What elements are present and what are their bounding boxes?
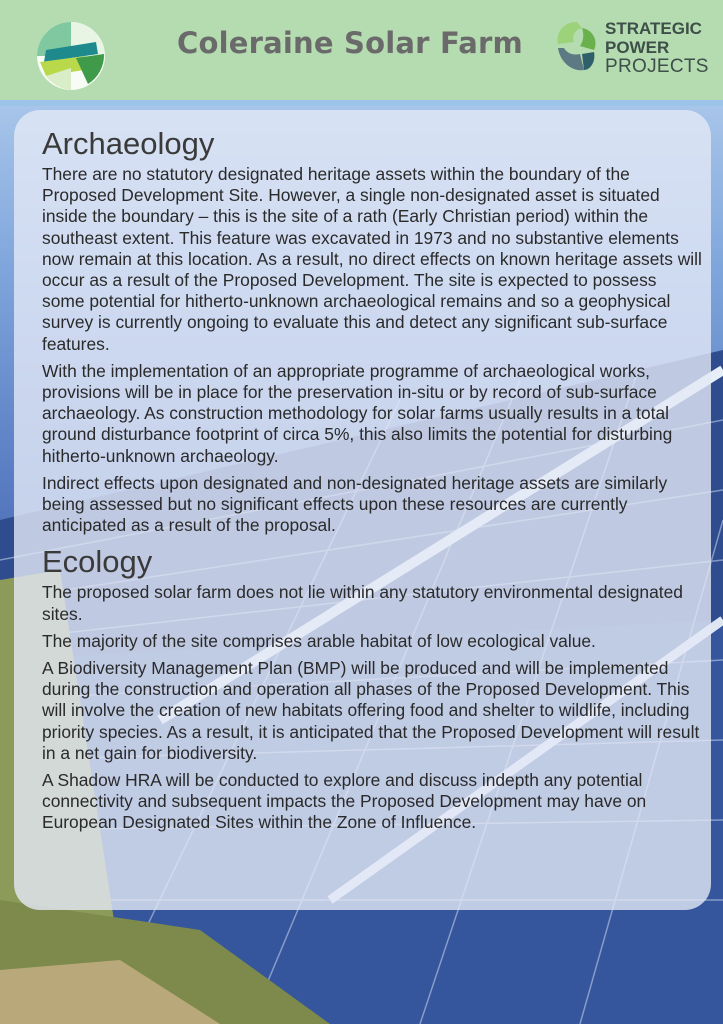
brand-line-strategic: STRATEGIC <box>605 19 702 38</box>
leaf-circle-logo-icon <box>26 6 116 100</box>
archaeology-paragraph-2: With the implementation of an appropriate programme of archaeological works, provisions will be in place for the preservation in-situ or by record of sub-surface archaeology. As construction methodology for solar farms usually results in a total ground disturbance footprint of circa 5%, this also limits the potential for disturbing hitherto-unknown archaeology. <box>42 360 673 466</box>
content-body <box>42 124 702 840</box>
ecology-paragraph-3: A Biodiversity Management Plan (BMP) will be produced and will be implemented during the construction and operation all phases of the Proposed Development. This will involve the creation of new habitats offering food and shelter to wildlife, including priority species. As a result, it is anticipated that the Proposed Development will result in a net gain for biodiversity. <box>42 658 700 763</box>
header-divider <box>0 100 723 106</box>
page-title: Coleraine Solar Farm <box>177 26 523 60</box>
archaeology-paragraph-1: There are no statutory designated heritage assets within the boundary of the Proposed Development Site. However, a single non-designated asset is situated inside the boundary – this is the site of a rath (Early Christian period) within the southeast extent. This feature was excavated in 1973 and no substantive elements now remain at this location. As a result, no direct effects on known heritage assets will occur as a result of the Proposed Development. The site is expected to possess some potential for hitherto-unknown archaeological remains and so a geophysical survey is currently ongoing to evaluate this and detect any significant sub-surface features. <box>42 164 702 354</box>
ecology-paragraph-1: The proposed solar farm does not lie within any statutory environmental designated sites. <box>42 582 683 624</box>
brand-line-power: POWER <box>605 38 670 57</box>
ecology-heading: Ecology <box>42 544 153 580</box>
ecology-paragraph-2: The majority of the site comprises arable habitat of low ecological value. <box>42 630 596 651</box>
page-header <box>0 0 723 100</box>
archaeology-paragraph-3: Indirect effects upon designated and non-designated heritage assets are similarly being assessed but no significant effects upon these resources are currently anticipated as a result of the proposal. <box>42 472 668 536</box>
ecology-paragraph-4: A Shadow HRA will be conducted to explore and discuss indepth any potential connectivity and subsequent impacts the Proposed Development may have on European Designated Sites within the Zone of Influence. <box>42 770 647 833</box>
brand-line-projects: PROJECTS <box>605 56 709 77</box>
spp-swirl-logo-icon <box>554 18 600 80</box>
archaeology-heading: Archaeology <box>42 126 215 161</box>
spp-brand-text <box>605 19 709 76</box>
